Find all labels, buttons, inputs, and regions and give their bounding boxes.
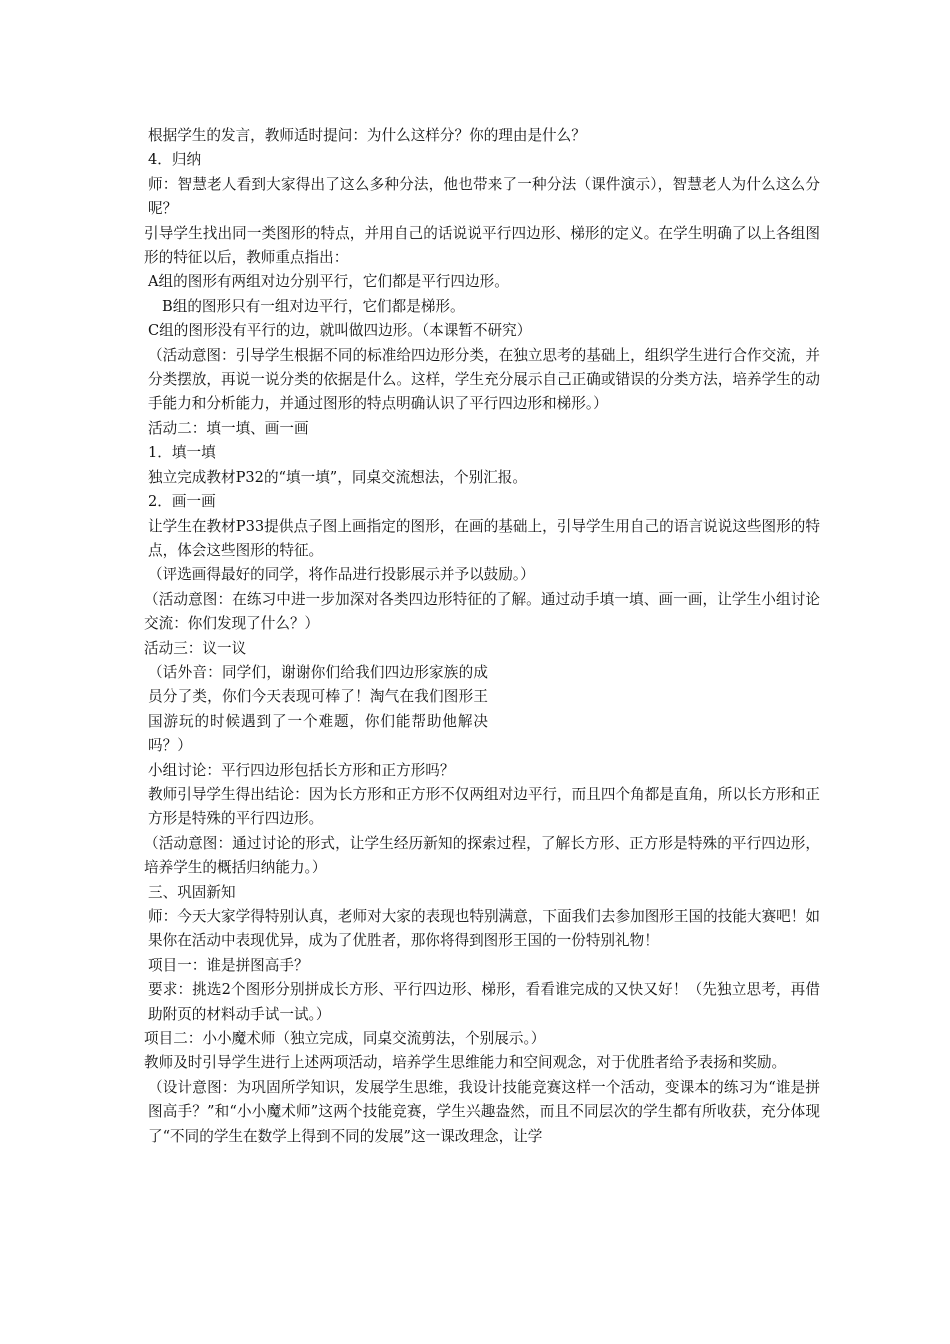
paragraph: （活动意图：在练习中进一步加深对各类四边形特征的了解。通过动手填一填、画一画，让学生小组讨论交流：你们发现了什么？） — [144, 590, 820, 633]
paragraph: 活动二：填一填、画一画 — [148, 419, 309, 437]
paragraph: A组的图形有两组对边分别平行，它们都是平行四边形。 — [148, 273, 509, 291]
paragraph: 活动三：议一议 — [144, 639, 247, 657]
paragraph: （话外音：同学们，谢谢你们给我们四边形家族的成员分了类，你们今天表现可棒了！淘气在我们图形王国游玩的时候遇到了一个难题，你们能帮助他解决吗？） — [148, 663, 488, 755]
paragraph: 小组讨论：平行四边形包括长方形和正方形吗？ — [148, 761, 455, 779]
paragraph: 4．归纳 — [148, 151, 202, 169]
paragraph: 根据学生的发言，教师适时提问：为什么这样分？你的理由是什么？ — [148, 127, 586, 144]
paragraph: 引导学生找出同一类图形的特点，并用自己的话说说平行四边形、梯形的定义。在学生明确了以上各组图形的特征以后，教师重点指出： — [144, 224, 820, 267]
paragraph: （活动意图：引导学生根据不同的标准给四边形分类，在独立思考的基础上，组织学生进行合作交流，并分类摆放，再说一说分类的依据是什么。这样，学生充分展示自己正确或错误的分类方法，培养学生的动手能力和分析能力，并通过图形的特点明确认识了平行四边形和梯形。） — [148, 346, 820, 413]
paragraph: 独立完成教材P32的“填一填”，同桌交流想法，个别汇报。 — [148, 468, 527, 486]
paragraph: 1．填一填 — [148, 444, 216, 462]
document-body — [144, 124, 820, 1149]
paragraph: （设计意图：为巩固所学知识，发展学生思维，我设计技能竞赛这样一个活动，变课本的练习为“谁是拼图高手？”和“小小魔术师”这两个技能竞赛，学生兴趣盎然，而且不同层次的学生都有所收获，充分体现了“不同的学生在数学上得到不同的发展”这一课改理念，让学 — [148, 1078, 820, 1145]
paragraph: 项目二：小小魔术师（独立完成，同桌交流剪法，个别展示。） — [144, 1030, 546, 1048]
paragraph: （评选画得最好的同学，将作品进行投影展示并予以鼓励。） — [148, 566, 535, 584]
paragraph: 2．画一画 — [148, 493, 216, 511]
paragraph: 让学生在教材P33提供点子图上画指定的图形，在画的基础上，引导学生用自己的语言说说这些图形的特点，体会这些图形的特征。 — [148, 517, 820, 559]
paragraph: B组的图形只有一组对边平行，它们都是梯形。 — [162, 297, 465, 315]
paragraph: 师：今天大家学得特别认真，老师对大家的表现也特别满意，下面我们去参加图形王国的技能大赛吧！如果你在活动中表现优异，成为了优胜者，那你将得到图形王国的一份特别礼物！ — [148, 908, 820, 950]
paragraph: 教师引导学生得出结论：因为长方形和正方形不仅两组对边平行，而且四个角都是直角，所以长方形和正方形是特殊的平行四边形。 — [148, 785, 820, 828]
paragraph: C组的图形没有平行的边，就叫做四边形。（本课暂不研究） — [148, 322, 532, 340]
paragraph: 三、巩固新知 — [148, 883, 236, 901]
paragraph: 师：智慧老人看到大家得出了这么多种分法，他也带来了一种分法（课件演示），智慧老人为什么这么分呢？ — [148, 175, 820, 218]
paragraph: （活动意图：通过讨论的形式，让学生经历新知的探索过程，了解长方形、正方形是特殊的平行四边形，培养学生的概括归纳能力。） — [144, 834, 820, 877]
paragraph: 教师及时引导学生进行上述两项活动，培养学生思维能力和空间观念，对于优胜者给予表扬和奖励。 — [144, 1054, 787, 1072]
paragraph: 项目一：谁是拼图高手？ — [148, 956, 309, 974]
paragraph: 要求：挑选2个图形分别拼成长方形、平行四边形、梯形，看看谁完成的又快又好！（先独立思考，再借助附页的材料动手试一试。） — [148, 981, 820, 1023]
